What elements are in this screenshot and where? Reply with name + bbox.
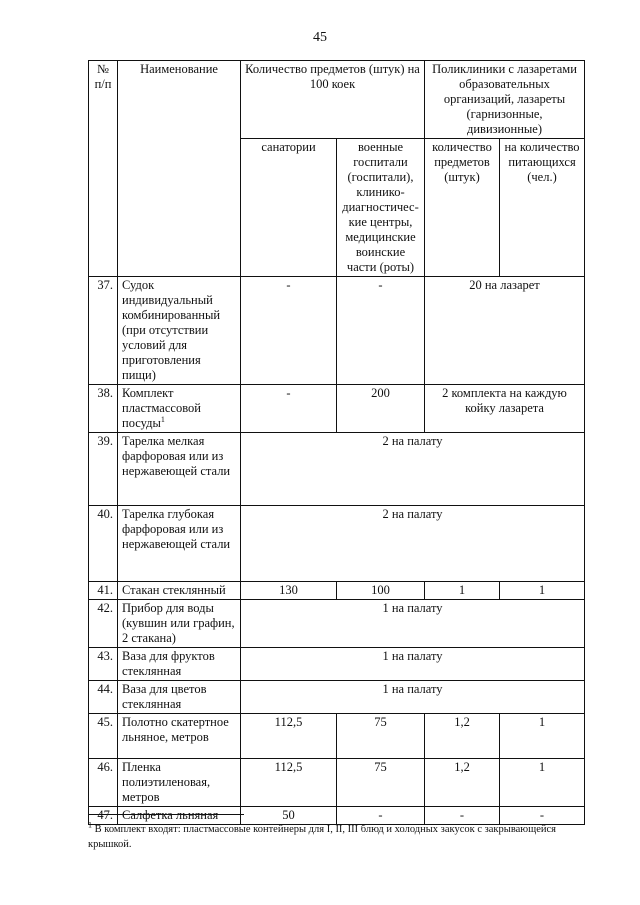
row-name: Полотно скатертное льняное, метров (118, 714, 241, 759)
cell-span: 2 на палату (241, 506, 585, 582)
cell-hospitals: 200 (337, 385, 425, 433)
page-number: 45 (313, 30, 327, 45)
row-name: Ваза для фруктов стеклянная (118, 648, 241, 681)
row-number: 41. (89, 582, 118, 600)
row-number: 46. (89, 759, 118, 807)
row-number: 42. (89, 600, 118, 648)
header-num: № п/п (89, 61, 118, 277)
cell-sanatoria: 112,5 (241, 759, 337, 807)
row-name: Тарелка глубокая фарфоровая или из нержавеющей стали (118, 506, 241, 582)
header-clinics-group: Поликлиники с лазаретами образовательных организаций, лазареты (гарнизонные, дивизионные) (425, 61, 585, 139)
cell-clinic-per: 1 (500, 714, 585, 759)
footnote-ref: 1 (160, 414, 165, 424)
row-name: Прибор для воды (кувшин или графин, 2 стакана) (118, 600, 241, 648)
cell-span: 1 на палату (241, 648, 585, 681)
row-name: Пленка полиэтиленовая, метров (118, 759, 241, 807)
footnote-marker: 1 (88, 820, 92, 830)
row-number: 43. (89, 648, 118, 681)
cell-hospitals: - (337, 277, 425, 385)
cell-clinic-per: 1 (500, 582, 585, 600)
cell-span: 1 на палату (241, 600, 585, 648)
row-name: Салфетка льняная (118, 807, 241, 825)
footnote-divider (88, 814, 244, 815)
row-name: Стакан стеклянный (118, 582, 241, 600)
row-name-text: Комплект пластмассовой посуды (122, 386, 201, 430)
header-name: Наименование (118, 61, 241, 277)
cell-clinic-per: - (500, 807, 585, 825)
cell-clinic-qty: 1 (425, 582, 500, 600)
header-row-1 (89, 61, 585, 139)
cell-sanatoria: - (241, 385, 337, 433)
header-qty-group: Количество предметов (штук) на 100 коек (241, 61, 425, 139)
table-row (89, 600, 585, 648)
table-row (89, 582, 585, 600)
cell-span: 2 на палату (241, 433, 585, 506)
cell-clinic-per: 1 (500, 759, 585, 807)
row-number: 44. (89, 681, 118, 714)
row-name (118, 385, 241, 433)
table-row (89, 506, 585, 582)
header-clinic-qty: количество предметов (штук) (425, 139, 500, 277)
table-row (89, 681, 585, 714)
cell-hospitals: 75 (337, 714, 425, 759)
cell-hospitals: 100 (337, 582, 425, 600)
row-number: 39. (89, 433, 118, 506)
header-sanatoria: санатории (241, 139, 337, 277)
cell-clinic-qty: 1,2 (425, 714, 500, 759)
header-clinic-per: на количество питающихся (чел.) (500, 139, 585, 277)
cell-sanatoria: 130 (241, 582, 337, 600)
row-number: 40. (89, 506, 118, 582)
cell-sanatoria: 50 (241, 807, 337, 825)
row-name: Ваза для цветов стеклянная (118, 681, 241, 714)
cell-sanatoria: 112,5 (241, 714, 337, 759)
table-row (89, 714, 585, 759)
row-name: Тарелка мелкая фарфоровая или из нержавеющей стали (118, 433, 241, 506)
cell-clinic-qty: 1,2 (425, 759, 500, 807)
cell-hospitals: 75 (337, 759, 425, 807)
table-row (89, 385, 585, 433)
header-hospitals: военные госпитали (госпитали), клинико-диагностичес-кие центры, медицинские воинские части (роты) (337, 139, 425, 277)
cell-clinic-qty: - (425, 807, 500, 825)
cell-clinic: 20 на лазарет (425, 277, 585, 385)
table-row (89, 759, 585, 807)
table-row (89, 433, 585, 506)
row-number: 38. (89, 385, 118, 433)
norms-table (88, 60, 585, 825)
footnote-text: В комплект входят: пластмассовые контейнеры для I, II, III блюд и холодных закусок с закрывающейся крышкой. (88, 824, 557, 850)
cell-hospitals: - (337, 807, 425, 825)
cell-clinic: 2 комплекта на каждую койку лазарета (425, 385, 585, 433)
table-row (89, 648, 585, 681)
row-name: Судок индивидуальный комбинированный (при отсутствии условий для приготовления пищи) (118, 277, 241, 385)
row-number: 37. (89, 277, 118, 385)
row-number: 45. (89, 714, 118, 759)
row-number: 47. (89, 807, 118, 825)
cell-sanatoria: - (241, 277, 337, 385)
table-row (89, 277, 585, 385)
cell-span: 1 на палату (241, 681, 585, 714)
footnote (88, 822, 584, 852)
